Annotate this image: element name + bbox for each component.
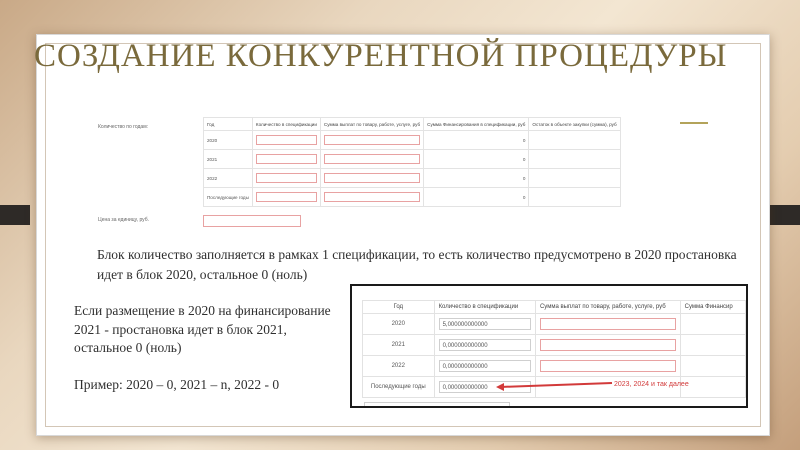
annotation-later-years: 2023, 2024 и так далее — [614, 381, 689, 388]
table-row — [204, 188, 621, 207]
year-cell: 2021 — [363, 335, 435, 356]
arrow-line — [500, 383, 612, 387]
payment-cell — [320, 150, 423, 169]
explanation-text: Блок количество заполняется в рамках 1 спецификации, то есть количество предусмотрено в 2020 простановка идет в блок 2020, остальное 0 (ноль) — [97, 247, 737, 282]
quantity-by-years-label: Количество по годам: — [98, 124, 149, 130]
year-cell: 2021 — [204, 150, 253, 169]
quantity-input-2020[interactable] — [256, 135, 317, 145]
payment-cell — [320, 169, 423, 188]
quantity-cell — [252, 169, 320, 188]
unit-price-input[interactable] — [364, 402, 510, 408]
header-quantity: Количество в спецификации — [252, 118, 320, 131]
remaining-cell — [529, 169, 620, 188]
header-financing-sum: Сумма Финансирования в спецификации, руб — [424, 118, 529, 131]
slide-title: СОЗДАНИЕ КОНКУРЕНТНОЙ ПРОЦЕДУРЫ — [34, 38, 728, 74]
right-decor-tab — [770, 205, 800, 225]
left-explanation — [74, 302, 334, 394]
header-financing-sum: Сумма Финансир — [680, 301, 745, 314]
title-underline-right — [680, 122, 708, 124]
financing-cell: 0 — [424, 131, 529, 150]
quantity-table — [203, 117, 621, 207]
quantity-input-2022[interactable] — [256, 173, 317, 183]
payment-input-2021[interactable] — [324, 154, 420, 164]
year-cell: 2020 — [363, 314, 435, 335]
remaining-cell — [529, 131, 620, 150]
header-year: Год — [363, 301, 435, 314]
year-cell: 2022 — [204, 169, 253, 188]
financing-note: Если размещение в 2020 на финансирование 2021 - простановка идет в блок 2021, остальное 0 (ноль) — [74, 303, 331, 355]
table-row — [204, 169, 621, 188]
table-row — [204, 150, 621, 169]
quantity-cell — [252, 188, 320, 207]
quantity-input-later[interactable]: 0,000000000000 — [439, 381, 531, 393]
table-header-row — [204, 118, 621, 131]
year-cell: Последующие годы — [204, 188, 253, 207]
financing-cell: 0 — [424, 188, 529, 207]
unit-price-label: Цена за единицу, руб. — [98, 217, 149, 223]
unit-price-input[interactable] — [203, 215, 301, 227]
screenshot-quantity-by-years — [90, 106, 680, 234]
arrow-head — [496, 383, 504, 391]
payment-input-2022[interactable] — [324, 173, 420, 183]
year-cell: Последующие годы — [363, 377, 435, 398]
quantity-input-2020[interactable]: 5,000000000000 — [439, 318, 531, 330]
quantity-input-2021[interactable]: 0,000000000000 — [439, 339, 531, 351]
financing-cell: 0 — [424, 150, 529, 169]
remaining-cell — [529, 188, 620, 207]
payment-input-later[interactable] — [324, 192, 420, 202]
year-cell: 2020 — [204, 131, 253, 150]
quantity-input-2021[interactable] — [256, 154, 317, 164]
payment-cell — [320, 188, 423, 207]
header-payment-sum: Сумма выплат по товару, работе, услуге, руб — [535, 301, 680, 314]
example-text: Пример: 2020 – 0, 2021 – n, 2022 - 0 — [74, 376, 280, 392]
table-row — [204, 131, 621, 150]
header-remaining: Остаток в объекте закупки (сумма), руб — [529, 118, 620, 131]
quantity-input-later[interactable] — [256, 192, 317, 202]
header-quantity: Количество в спецификации — [434, 301, 535, 314]
header-payment-sum: Сумма выплат по товару, работе, услуге, руб — [320, 118, 423, 131]
remaining-cell — [529, 150, 620, 169]
financing-cell: 0 — [424, 169, 529, 188]
screenshot-quantity-example — [350, 284, 748, 408]
header-year: Год — [204, 118, 253, 131]
quantity-cell — [252, 131, 320, 150]
quantity-input-2022[interactable]: 0,000000000000 — [439, 360, 531, 372]
red-arrow-icon — [352, 286, 748, 408]
payment-input-2020[interactable] — [324, 135, 420, 145]
year-cell: 2022 — [363, 356, 435, 377]
left-decor-tab — [0, 205, 30, 225]
quantity-cell — [252, 150, 320, 169]
payment-cell — [320, 131, 423, 150]
